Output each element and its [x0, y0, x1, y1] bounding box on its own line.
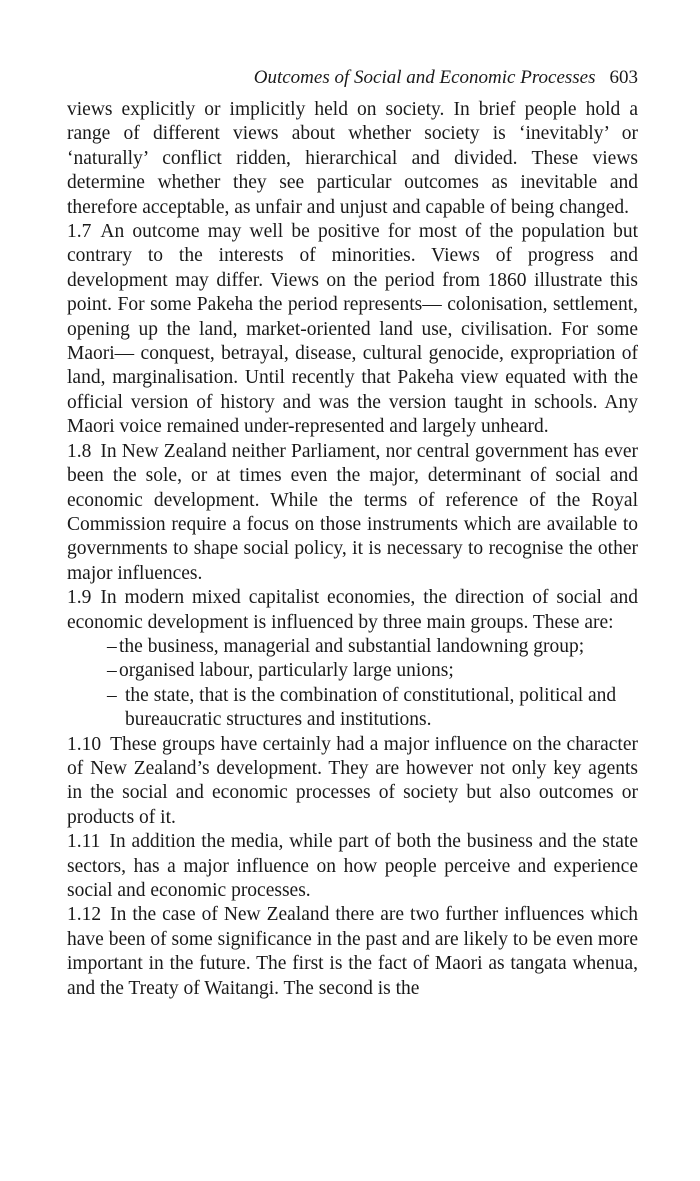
- influence-groups-list: [67, 635, 638, 733]
- paragraph-number: 1.7: [67, 221, 92, 243]
- list-item: [107, 659, 638, 683]
- body-text: [67, 98, 638, 1001]
- paragraph-1-7: [67, 220, 638, 440]
- dash-marker: –: [107, 635, 117, 657]
- paragraph-1-8: [67, 440, 638, 586]
- list-item-text: the business, managerial and substantial landowning group;: [119, 635, 585, 657]
- list-item-text: organised labour, particularly large unions;: [119, 660, 454, 682]
- paragraph-1-12: [67, 903, 638, 1001]
- paragraph-1-11: [67, 830, 638, 903]
- paragraph-number: 1.9: [67, 587, 92, 609]
- paragraph-1-9: [67, 586, 638, 635]
- paragraph-text: These groups have certainly had a major influence on the character of New Zealand’s development. They are however not only key agents in the social and economic processes of society but also outcomes or products of it.: [67, 733, 638, 828]
- paragraph-text: In addition the media, while part of both the business and the state sectors, has a major influence on how people perceive and experience social and economic processes.: [67, 831, 638, 901]
- paragraph-number: 1.10: [67, 733, 102, 755]
- page-number: 603: [609, 67, 638, 88]
- list-item-text: the state, that is the combination of constitutional, political and bureaucratic structures and institutions.: [125, 684, 617, 731]
- running-header: [67, 66, 638, 90]
- dash-marker: –: [107, 660, 117, 682]
- paragraph-text: An outcome may well be positive for most of the population but contrary to the interests of minorities. Views of progress and development may differ. Views on the period from 1860 illustrate this point. For some Pakeha the period represents— colonisation, settlement, opening up the land, market-oriented land use, civilisation. For some Maori— conquest, betrayal, disease, cultural genocide, expropriation of land, marginalisation. Until recently that Pakeha view equated with the official version of history and was the version taught in schools. Any Maori voice remained under-represented and largely unheard.: [67, 221, 638, 438]
- running-title: Outcomes of Social and Economic Processes: [253, 67, 596, 88]
- dash-marker: –: [107, 684, 117, 706]
- paragraph-number: 1.8: [67, 440, 92, 462]
- paragraph-text: In the case of New Zealand there are two further influences which have been of some significance in the past and are likely to be even more important in the future. The first is the fact of Maori as tangata whenua, and the Treaty of Waitangi. The second is the: [67, 904, 638, 999]
- paragraph-1-10: [67, 733, 638, 831]
- list-item: [107, 635, 638, 659]
- paragraph-text: In modern mixed capitalist economies, the direction of social and economic development is influenced by three main groups. These are:: [67, 587, 638, 633]
- paragraph-text: In New Zealand neither Parliament, nor central government has ever been the sole, or at times even the major, determinant of social and economic development. While the terms of reference of the Royal Commission require a focus on those instruments which are available to governments to shape social policy, it is necessary to recognise the other major influences.: [67, 440, 638, 584]
- paragraph-number: 1.12: [67, 904, 102, 926]
- list-item: [107, 684, 638, 733]
- paragraph-continued: [67, 98, 638, 220]
- paragraph-text: views explicitly or implicitly held on society. In brief people hold a range of different views about whether society is ‘inevitably’ or ‘naturally’ conflict ridden, hierarchical and divided. These views determine whether they see particular outcomes as inevitable and therefore acceptable, as unfair and unjust and capable of being changed.: [67, 99, 638, 218]
- paragraph-number: 1.11: [67, 831, 101, 853]
- book-page: [67, 66, 638, 1001]
